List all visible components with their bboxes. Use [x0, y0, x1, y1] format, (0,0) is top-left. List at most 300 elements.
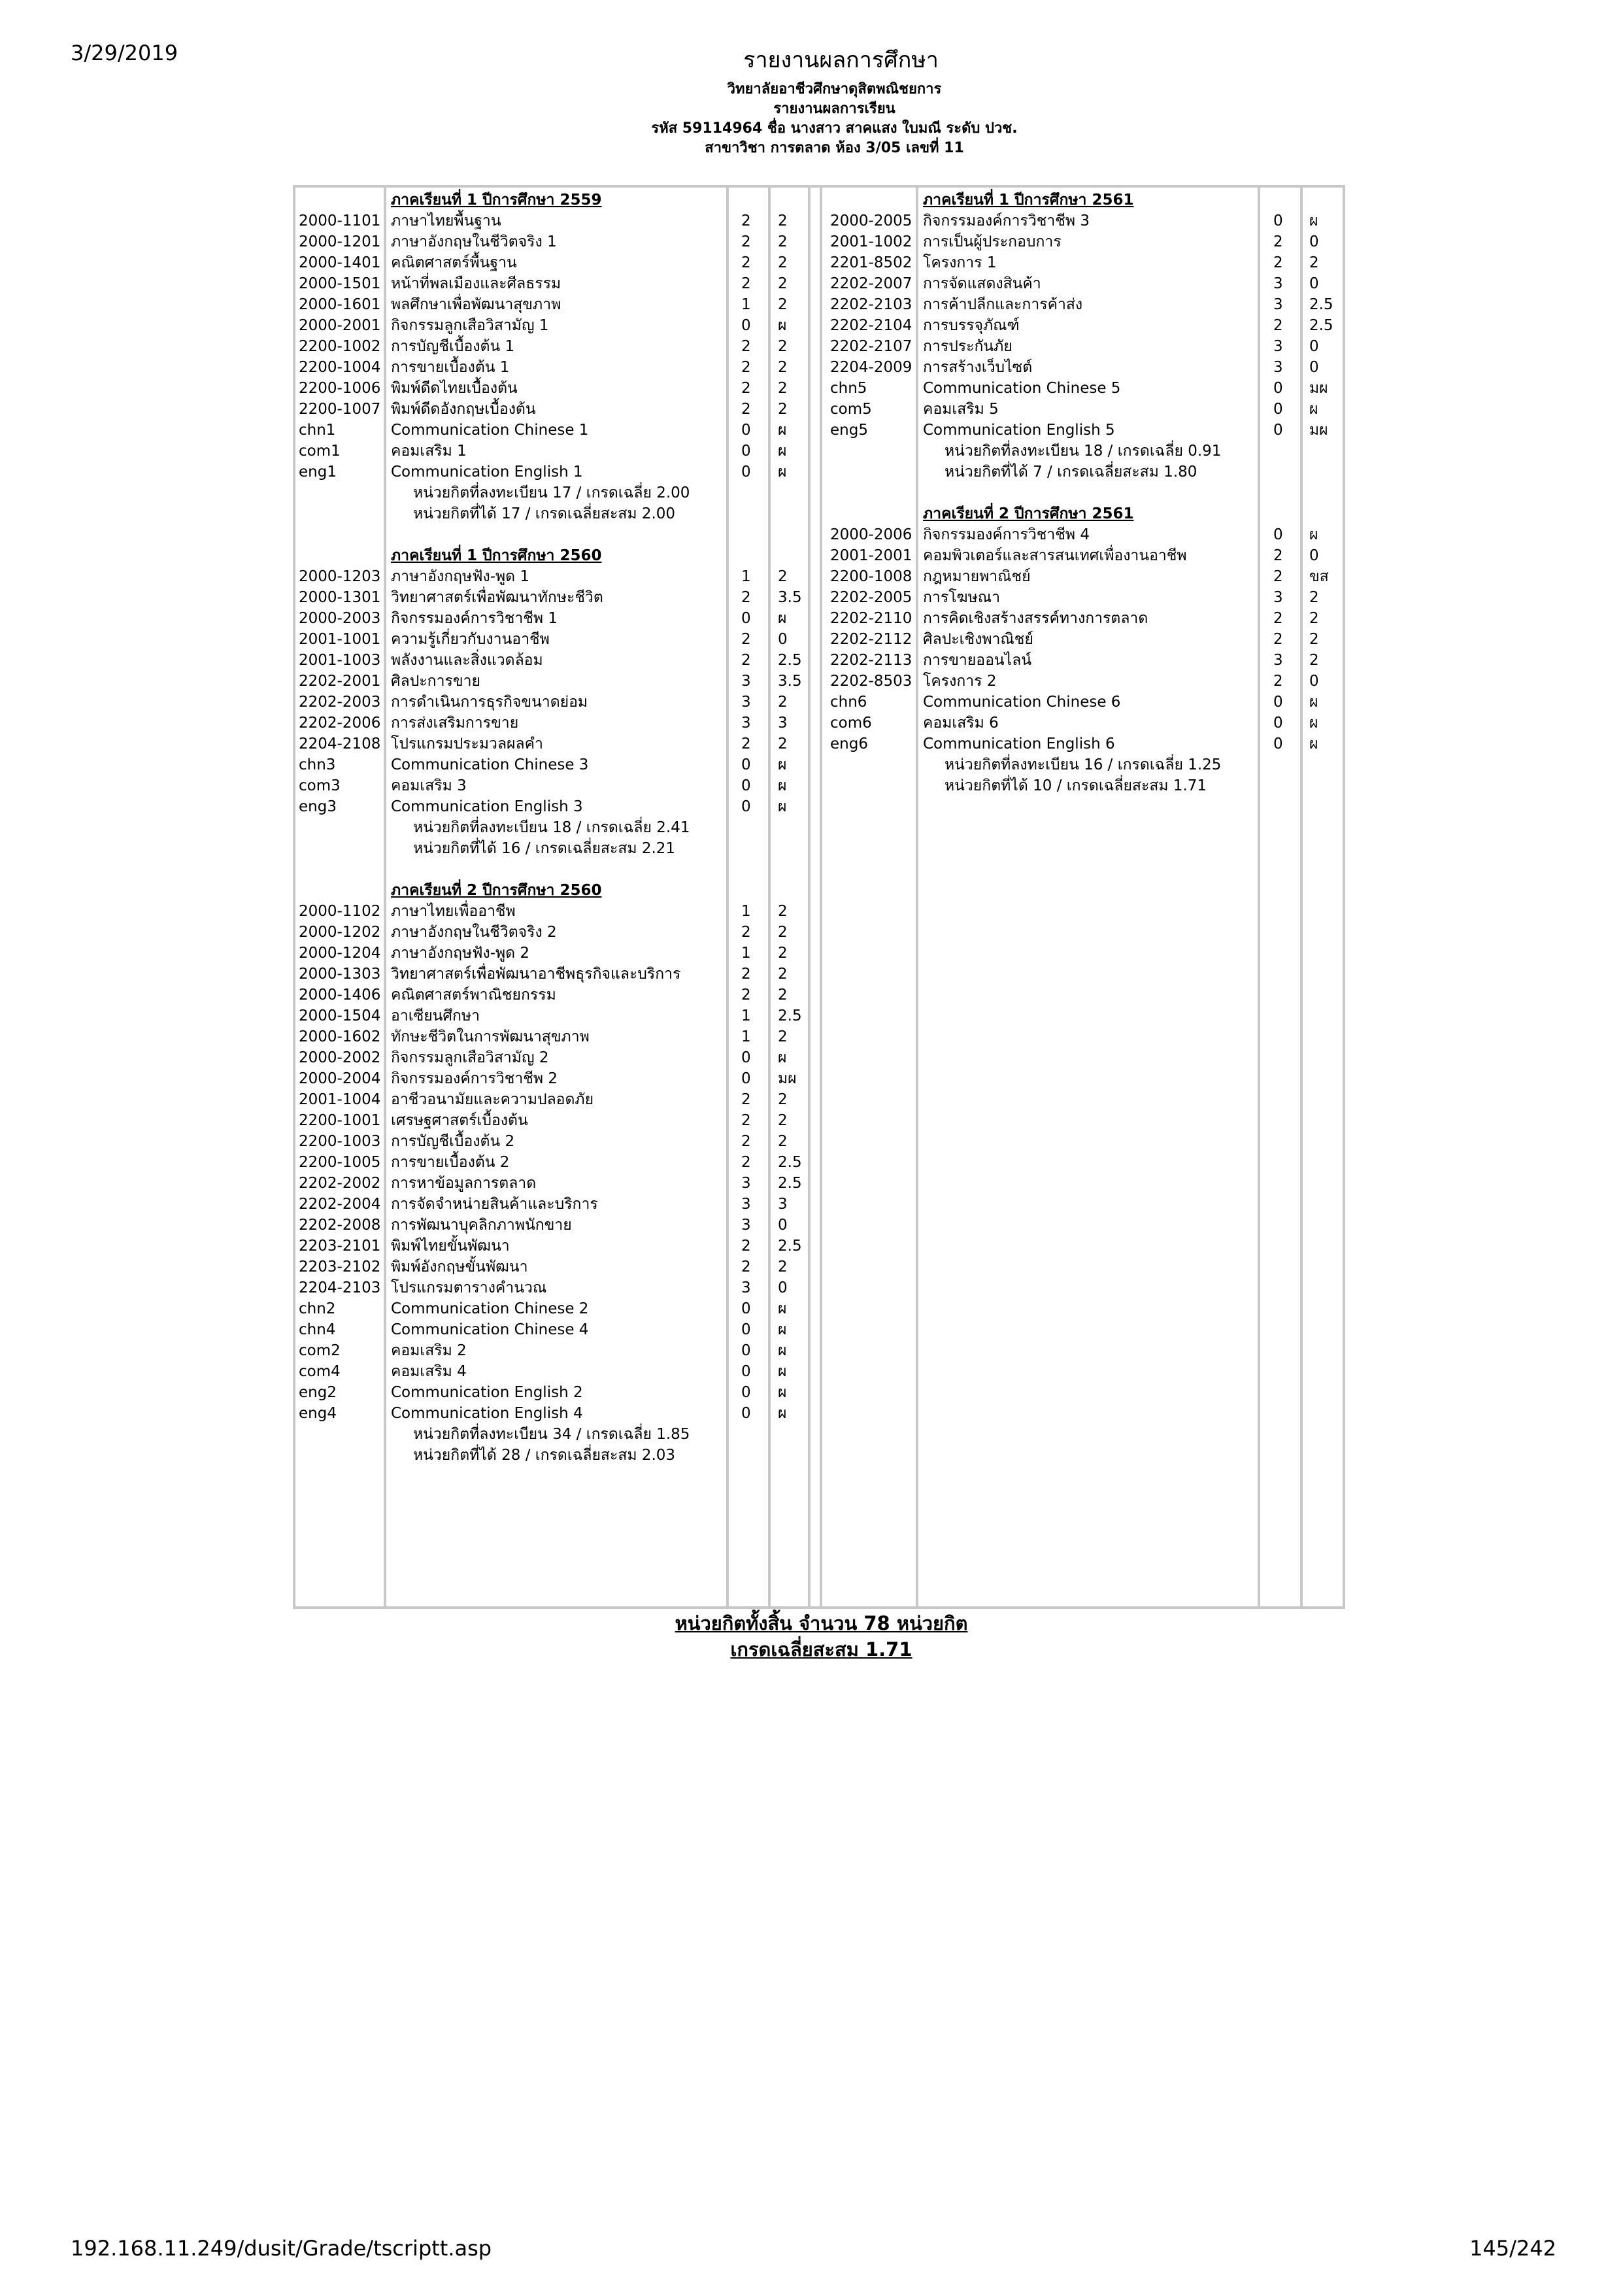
course-grade: 0	[778, 631, 788, 648]
course-credit: 1	[741, 903, 751, 920]
course-code: eng6	[830, 735, 868, 752]
print-date: 3/29/2019	[71, 41, 178, 65]
course-grade: 2	[778, 212, 788, 229]
semester-summary-text: หน่วยกิตที่ได้ 17 / เกรดเฉลี่ยสะสม 2.00	[413, 505, 676, 522]
course-code: 2203-2101	[299, 1238, 381, 1255]
course-name: คอมเสริม 5	[923, 401, 999, 418]
course-grade: ผ	[778, 610, 787, 627]
course-name: คอมเสริม 2	[391, 1342, 467, 1359]
course-name: การขายออนไลน์	[923, 652, 1032, 669]
course-code: 2000-2002	[299, 1049, 381, 1066]
course-name: การดำเนินการธุรกิจขนาดย่อม	[391, 694, 588, 711]
column-divider	[916, 185, 918, 1609]
course-grade: ผ	[778, 1405, 787, 1422]
course-name: พลังงานและสิ่งแวดล้อม	[391, 652, 543, 669]
course-name: พิมพ์ดีดอังกฤษเบื้องต้น	[391, 401, 536, 418]
course-credit: 0	[741, 1384, 751, 1401]
course-code: eng1	[299, 464, 337, 481]
course-code: chn5	[830, 380, 867, 397]
course-name: การสร้างเว็บไซต์	[923, 359, 1033, 376]
course-grade: ผ	[778, 798, 787, 815]
course-credit: 2	[741, 1154, 751, 1171]
course-code: 2000-1102	[299, 903, 381, 920]
semester-title-text: ภาคเรียนที่ 2 ปีการศึกษา 2561	[923, 505, 1134, 522]
course-code: 2000-1602	[299, 1028, 381, 1045]
course-name: กิจกรรมองค์การวิชาชีพ 1	[391, 610, 558, 627]
course-name: ทักษะชีวิตในการพัฒนาสุขภาพ	[391, 1028, 590, 1045]
course-credit: 2	[741, 338, 751, 355]
course-code: 2202-2110	[830, 610, 912, 627]
student-id-line: รหัส 59114964 ชื่อ นางสาว สาคแสง ใบมณี ระดับ ปวช.	[651, 120, 1018, 137]
column-divider	[726, 185, 729, 1609]
course-credit: 0	[741, 317, 751, 334]
course-grade: 2.5	[778, 652, 802, 669]
course-name: Communication English 4	[391, 1405, 583, 1422]
course-credit: 2	[741, 212, 751, 229]
course-grade: 2	[778, 966, 788, 983]
course-code: 2200-1001	[299, 1112, 381, 1129]
course-grade: ผ	[778, 756, 787, 773]
column-divider	[1258, 185, 1260, 1609]
semester-summary-text: หน่วยกิตที่ได้ 10 / เกรดเฉลี่ยสะสม 1.71	[945, 777, 1207, 794]
course-credit: 0	[741, 443, 751, 460]
major-line: สาขาวิชา การตลาด ห้อง 3/05 เลขที่ 11	[705, 140, 964, 156]
course-code: 2000-1303	[299, 966, 381, 983]
course-name: พลศึกษาเพื่อพัฒนาสุขภาพ	[391, 296, 561, 313]
course-code: 2001-1004	[299, 1091, 381, 1108]
course-name: คอมเสริม 3	[391, 777, 467, 794]
course-name: โครงการ 2	[923, 673, 997, 690]
course-credit: 0	[1273, 735, 1283, 752]
course-name: พิมพ์ไทยขั้นพัฒนา	[391, 1238, 510, 1255]
course-credit: 2	[741, 966, 751, 983]
course-grade: 2	[1309, 254, 1319, 271]
course-code: 2000-1101	[299, 212, 381, 229]
course-credit: 3	[741, 715, 751, 732]
course-name: ภาษาอังกฤษฟัง-พูด 2	[391, 945, 530, 962]
course-grade: ผ	[778, 443, 787, 460]
course-code: 2202-2007	[830, 275, 912, 292]
course-code: com3	[299, 777, 341, 794]
course-credit: 3	[1273, 338, 1283, 355]
course-grade: 2	[778, 359, 788, 376]
course-name: ความรู้เกี่ยวกับงานอาชีพ	[391, 631, 550, 648]
column-divider	[820, 185, 822, 1609]
course-code: 2001-2001	[830, 547, 912, 564]
course-grade: ผ	[778, 464, 787, 481]
column-divider	[768, 185, 771, 1609]
course-credit: 2	[741, 1258, 751, 1275]
course-credit: 2	[741, 1091, 751, 1108]
transcript-totals	[0, 1610, 1623, 1663]
course-code: 2000-2005	[830, 212, 912, 229]
course-code: com1	[299, 443, 341, 460]
course-code: 2202-2104	[830, 317, 912, 334]
course-code: 2202-2008	[299, 1217, 381, 1234]
course-code: 2202-2005	[830, 589, 912, 606]
course-grade: 2	[778, 380, 788, 397]
course-credit: 2	[741, 652, 751, 669]
course-name: คณิตศาสตร์พาณิชยกรรม	[391, 987, 556, 1004]
semester-title-text: ภาคเรียนที่ 2 ปีการศึกษา 2560	[391, 882, 602, 899]
course-code: 2202-8503	[830, 673, 912, 690]
course-grade: 2.5	[1309, 317, 1333, 334]
course-name: โครงการ 1	[923, 254, 997, 271]
course-code: chn1	[299, 422, 336, 439]
course-name: Communication English 2	[391, 1384, 583, 1401]
course-code: 2000-1301	[299, 589, 381, 606]
course-name: การขายเบื้องต้น 1	[391, 359, 510, 376]
course-name: Communication Chinese 3	[391, 756, 589, 773]
course-credit: 0	[741, 777, 751, 794]
course-grade: มผ	[1309, 380, 1328, 397]
course-code: com5	[830, 401, 872, 418]
semester-title-text: ภาคเรียนที่ 1 ปีการศึกษา 2561	[923, 192, 1134, 209]
course-name: การหาข้อมูลการตลาด	[391, 1175, 537, 1192]
course-code: 2000-1406	[299, 987, 381, 1004]
course-credit: 1	[741, 568, 751, 585]
course-code: eng3	[299, 798, 337, 815]
total-credits: หน่วยกิตทั้งสิ้น จำนวน 78 หน่วยกิต	[675, 1612, 968, 1634]
course-credit: 0	[741, 1300, 751, 1317]
course-name: ศิลปะการขาย	[391, 673, 480, 690]
course-credit: 2	[1273, 631, 1283, 648]
course-grade: 0	[1309, 233, 1319, 250]
course-code: chn3	[299, 756, 336, 773]
course-code: 2200-1006	[299, 380, 381, 397]
course-credit: 2	[1273, 547, 1283, 564]
course-credit: 1	[741, 1028, 751, 1045]
course-credit: 3	[741, 1196, 751, 1213]
course-credit: 2	[741, 233, 751, 250]
course-name: ศิลปะเชิงพาณิชย์	[923, 631, 1033, 648]
course-credit: 1	[741, 1007, 751, 1024]
course-credit: 0	[741, 1049, 751, 1066]
course-code: 2202-2003	[299, 694, 381, 711]
course-grade: 2	[778, 1112, 788, 1129]
course-grade: ผ	[778, 777, 787, 794]
course-grade: 3.5	[778, 589, 802, 606]
course-grade: 3	[778, 1196, 788, 1213]
course-code: 2203-2102	[299, 1258, 381, 1275]
cumulative-gpa: เกรดเฉลี่ยสะสม 1.71	[730, 1638, 912, 1661]
course-grade: 0	[778, 1279, 788, 1296]
semester-title-text: ภาคเรียนที่ 1 ปีการศึกษา 2559	[391, 192, 602, 209]
course-name: กิจกรรมลูกเสือวิสามัญ 1	[391, 317, 549, 334]
course-code: 2202-2113	[830, 652, 912, 669]
course-grade: มผ	[1309, 422, 1328, 439]
course-code: 2000-2001	[299, 317, 381, 334]
semester-summary-text: หน่วยกิตที่ลงทะเบียน 17 / เกรดเฉลี่ย 2.00	[413, 484, 690, 501]
course-credit: 2	[741, 1112, 751, 1129]
course-name: กิจกรรมองค์การวิชาชีพ 2	[391, 1070, 558, 1087]
course-grade: 2.5	[1309, 296, 1333, 313]
course-credit: 0	[741, 1070, 751, 1087]
course-grade: 2	[778, 275, 788, 292]
course-credit: 3	[741, 673, 751, 690]
course-name: พิมพ์อังกฤษขั้นพัฒนา	[391, 1258, 528, 1275]
course-credit: 0	[741, 1321, 751, 1338]
course-credit: 3	[1273, 589, 1283, 606]
semester-summary-text: หน่วยกิตที่ได้ 16 / เกรดเฉลี่ยสะสม 2.21	[413, 840, 676, 857]
course-grade: ผ	[1309, 212, 1318, 229]
course-credit: 3	[1273, 359, 1283, 376]
course-code: 2000-1601	[299, 296, 381, 313]
course-code: 2001-1002	[830, 233, 912, 250]
course-name: ภาษาอังกฤษในชีวิตจริง 2	[391, 924, 557, 941]
course-name: กิจกรรมองค์การวิชาชีพ 4	[923, 526, 1090, 543]
course-name: คอมเสริม 1	[391, 443, 467, 460]
course-name: Communication Chinese 1	[391, 422, 589, 439]
course-grade: ผ	[1309, 694, 1318, 711]
course-name: การส่งเสริมการขาย	[391, 715, 519, 732]
course-grade: 2	[778, 338, 788, 355]
course-grade: 0	[1309, 359, 1319, 376]
semester-title-text: ภาคเรียนที่ 1 ปีการศึกษา 2560	[391, 547, 602, 564]
course-grade: 2	[1309, 589, 1319, 606]
course-grade: ผ	[778, 1300, 787, 1317]
course-credit: 0	[1273, 212, 1283, 229]
course-grade: ผ	[778, 422, 787, 439]
course-name: Communication Chinese 2	[391, 1300, 589, 1317]
course-name: การจัดแสดงสินค้า	[923, 275, 1041, 292]
course-code: 2200-1007	[299, 401, 381, 418]
course-grade: 2	[778, 568, 788, 585]
course-credit: 3	[1273, 652, 1283, 669]
course-code: 2204-2009	[830, 359, 912, 376]
course-code: 2202-2112	[830, 631, 912, 648]
course-code: 2202-2004	[299, 1196, 381, 1213]
course-code: 2202-2006	[299, 715, 381, 732]
course-credit: 2	[741, 275, 751, 292]
course-name: คอมพิวเตอร์และสารสนเทศเพื่องานอาชีพ	[923, 547, 1187, 564]
course-credit: 1	[741, 296, 751, 313]
course-credit: 0	[1273, 715, 1283, 732]
course-grade: 2	[778, 296, 788, 313]
course-grade: 2	[778, 401, 788, 418]
course-name: Communication Chinese 6	[923, 694, 1121, 711]
course-code: 2200-1004	[299, 359, 381, 376]
course-credit: 2	[741, 924, 751, 941]
course-credit: 0	[741, 464, 751, 481]
semester-summary-text: หน่วยกิตที่ได้ 28 / เกรดเฉลี่ยสะสม 2.03	[413, 1447, 676, 1464]
course-grade: ผ	[1309, 715, 1318, 732]
course-name: Communication Chinese 5	[923, 380, 1121, 397]
course-code: 2000-2004	[299, 1070, 381, 1087]
course-code: 2202-2002	[299, 1175, 381, 1192]
course-credit: 0	[741, 422, 751, 439]
course-grade: 2	[778, 945, 788, 962]
student-info	[0, 80, 1623, 158]
course-credit: 3	[1273, 275, 1283, 292]
course-code: com4	[299, 1363, 341, 1380]
course-name: หน้าที่พลเมืองและศีลธรรม	[391, 275, 561, 292]
course-grade: 0	[1309, 673, 1319, 690]
course-code: 2000-1203	[299, 568, 381, 585]
course-name: อาชีวอนามัยและความปลอดภัย	[391, 1091, 594, 1108]
course-credit: 0	[1273, 526, 1283, 543]
course-code: 2000-1504	[299, 1007, 381, 1024]
course-code: com2	[299, 1342, 341, 1359]
course-grade: 0	[1309, 547, 1319, 564]
course-name: การบัญชีเบื้องต้น 1	[391, 338, 515, 355]
course-credit: 0	[1273, 694, 1283, 711]
course-code: eng4	[299, 1405, 337, 1422]
course-credit: 2	[741, 1133, 751, 1150]
course-grade: 2	[1309, 652, 1319, 669]
course-grade: ผ	[778, 1342, 787, 1359]
course-grade: มผ	[778, 1070, 797, 1087]
course-code: chn4	[299, 1321, 336, 1338]
course-grade: ผ	[1309, 401, 1318, 418]
course-code: 2200-1002	[299, 338, 381, 355]
course-code: 2202-2001	[299, 673, 381, 690]
course-name: การคิดเชิงสร้างสรรค์ทางการตลาด	[923, 610, 1148, 627]
course-code: 2000-1401	[299, 254, 381, 271]
course-code: 2000-1204	[299, 945, 381, 962]
course-name: การเป็นผู้ประกอบการ	[923, 233, 1062, 250]
semester-summary-text: หน่วยกิตที่ลงทะเบียน 34 / เกรดเฉลี่ย 1.85	[413, 1426, 690, 1443]
course-grade: 2	[778, 987, 788, 1004]
course-credit: 2	[741, 631, 751, 648]
college-name: วิทยาลัยอาชีวศึกษาดุสิตพณิชยการ	[727, 81, 942, 97]
course-code: 2201-8502	[830, 254, 912, 271]
course-grade: 2	[778, 254, 788, 271]
course-name: การพัฒนาบุคลิกภาพนักขาย	[391, 1217, 572, 1234]
course-code: 2204-2103	[299, 1279, 381, 1296]
course-name: คอมเสริม 4	[391, 1363, 467, 1380]
page-url: 192.168.11.249/dusit/Grade/tscriptt.asp	[71, 2236, 492, 2261]
course-name: กิจกรรมลูกเสือวิสามัญ 2	[391, 1049, 549, 1066]
course-name: Communication English 3	[391, 798, 583, 815]
course-name: การจัดจำหน่ายสินค้าและบริการ	[391, 1196, 598, 1213]
course-credit: 2	[741, 380, 751, 397]
course-grade: 2	[778, 233, 788, 250]
course-credit: 3	[741, 1279, 751, 1296]
course-grade: ขส	[1309, 568, 1329, 585]
course-credit: 2	[1273, 254, 1283, 271]
course-grade: 2	[778, 1028, 788, 1045]
course-credit: 0	[741, 1342, 751, 1359]
course-grade: ผ	[778, 317, 787, 334]
course-grade: 0	[1309, 338, 1319, 355]
course-code: com6	[830, 715, 872, 732]
course-grade: 2.5	[778, 1175, 802, 1192]
course-grade: 2	[778, 1258, 788, 1275]
course-code: eng2	[299, 1384, 337, 1401]
course-grade: 2.5	[778, 1007, 802, 1024]
course-grade: 2	[778, 924, 788, 941]
course-credit: 2	[1273, 233, 1283, 250]
course-grade: ผ	[1309, 735, 1318, 752]
course-credit: 2	[741, 1238, 751, 1255]
course-credit: 2	[741, 589, 751, 606]
course-credit: 2	[741, 735, 751, 752]
course-code: 2000-2006	[830, 526, 912, 543]
course-credit: 3	[1273, 296, 1283, 313]
semester-summary-text: หน่วยกิตที่ได้ 7 / เกรดเฉลี่ยสะสม 1.80	[945, 464, 1197, 481]
course-credit: 2	[741, 401, 751, 418]
course-credit: 0	[741, 756, 751, 773]
course-name: การบัญชีเบื้องต้น 2	[391, 1133, 515, 1150]
course-name: Communication Chinese 4	[391, 1321, 589, 1338]
course-name: พิมพ์ดีดไทยเบื้องต้น	[391, 380, 518, 397]
course-grade: 2.5	[778, 1154, 802, 1171]
course-grade: ผ	[778, 1321, 787, 1338]
course-credit: 3	[741, 1217, 751, 1234]
course-name: ภาษาอังกฤษในชีวิตจริง 1	[391, 233, 557, 250]
column-divider	[808, 185, 811, 1609]
course-credit: 0	[741, 798, 751, 815]
course-credit: 0	[1273, 422, 1283, 439]
page-number: 145/242	[1469, 2236, 1556, 2261]
course-name: การโฆษณา	[923, 589, 1001, 606]
course-name: ภาษาอังกฤษฟัง-พูด 1	[391, 568, 530, 585]
course-code: 2202-2103	[830, 296, 912, 313]
course-grade: 2	[1309, 610, 1319, 627]
course-credit: 2	[741, 254, 751, 271]
course-name: Communication English 1	[391, 464, 583, 481]
course-grade: ผ	[778, 1384, 787, 1401]
course-credit: 2	[1273, 610, 1283, 627]
course-grade: ผ	[778, 1363, 787, 1380]
course-name: การประกันภัย	[923, 338, 1012, 355]
course-name: คณิตศาสตร์พื้นฐาน	[391, 254, 517, 271]
report-name: รายงานผลการเรียน	[773, 101, 895, 117]
course-code: 2200-1008	[830, 568, 912, 585]
course-credit: 0	[1273, 401, 1283, 418]
course-name: การค้าปลีกและการค้าส่ง	[923, 296, 1083, 313]
course-name: การขายเบื้องต้น 2	[391, 1154, 510, 1171]
course-credit: 0	[741, 1405, 751, 1422]
course-grade: 0	[1309, 275, 1319, 292]
course-credit: 0	[1273, 380, 1283, 397]
course-credit: 3	[741, 694, 751, 711]
semester-summary-text: หน่วยกิตที่ลงทะเบียน 18 / เกรดเฉลี่ย 2.41	[413, 819, 690, 836]
course-code: 2000-1201	[299, 233, 381, 250]
course-grade: 0	[778, 1217, 788, 1234]
course-code: chn2	[299, 1300, 336, 1317]
course-credit: 2	[1273, 317, 1283, 334]
semester-summary-text: หน่วยกิตที่ลงทะเบียน 18 / เกรดเฉลี่ย 0.91	[945, 443, 1222, 460]
course-name: Communication English 5	[923, 422, 1115, 439]
course-name: โปรแกรมประมวลผลคำ	[391, 735, 543, 752]
course-code: 2200-1003	[299, 1133, 381, 1150]
course-name: คอมเสริม 6	[923, 715, 999, 732]
course-grade: 2	[778, 694, 788, 711]
course-code: 2000-2003	[299, 610, 381, 627]
course-grade: 2	[778, 1091, 788, 1108]
course-credit: 0	[741, 1363, 751, 1380]
course-credit: 0	[741, 610, 751, 627]
course-grade: 2	[778, 1133, 788, 1150]
course-code: 2202-2107	[830, 338, 912, 355]
course-code: 2200-1005	[299, 1154, 381, 1171]
course-credit: 2	[1273, 673, 1283, 690]
course-grade: ผ	[778, 1049, 787, 1066]
column-divider	[384, 185, 386, 1609]
course-code: eng5	[830, 422, 868, 439]
course-credit: 2	[741, 987, 751, 1004]
course-name: อาเซียนศึกษา	[391, 1007, 480, 1024]
course-credit: 2	[741, 359, 751, 376]
course-code: 2000-1202	[299, 924, 381, 941]
course-name: ภาษาไทยเพื่ออาชีพ	[391, 903, 516, 920]
column-divider	[1300, 185, 1303, 1609]
course-name: เศรษฐศาสตร์เบื้องต้น	[391, 1112, 528, 1129]
course-name: Communication English 6	[923, 735, 1115, 752]
course-code: chn6	[830, 694, 867, 711]
